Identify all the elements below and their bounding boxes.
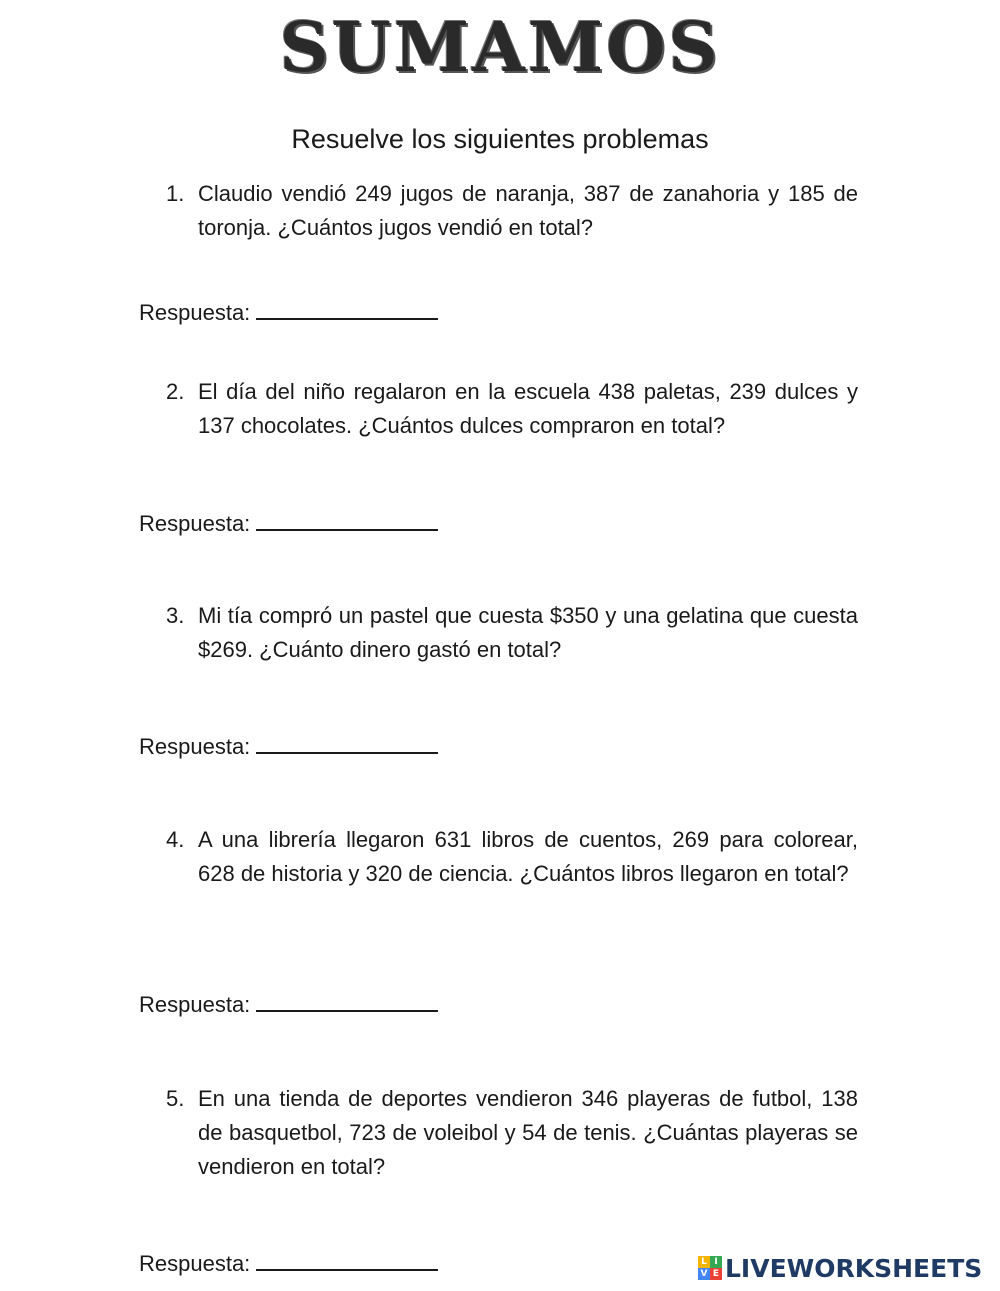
answer-blank-1[interactable] [256, 296, 438, 320]
logo-tile-e: E [710, 1268, 722, 1280]
answer-label: Respuesta: [139, 511, 251, 536]
problem-text: A una librería llegaron 631 libros de cuentos, 269 para colorear, 628 de historia y 320 de ciencia. ¿Cuántos libros llegaron en total? [198, 827, 858, 886]
problem-number: 1. [166, 181, 185, 206]
answer-3 [139, 730, 438, 762]
liveworksheets-icon [698, 1256, 722, 1280]
answer-blank-5[interactable] [256, 1247, 438, 1271]
answer-label: Respuesta: [139, 734, 251, 759]
problem-text: Mi tía compró un pastel que cuesta $350 y una gelatina que cuesta $269. ¿Cuánto dinero gastó en total? [198, 603, 858, 662]
problem-2 [166, 375, 858, 443]
problem-5 [166, 1082, 858, 1184]
problem-number: 5. [166, 1086, 185, 1111]
problem-4 [166, 823, 858, 891]
answer-5 [139, 1247, 438, 1279]
brand-name: LIVEWORKSHEETS [725, 1253, 983, 1283]
worksheet-title: SUMAMOS [279, 8, 721, 88]
problem-1 [166, 177, 858, 245]
answer-blank-4[interactable] [256, 988, 438, 1012]
answer-blank-2[interactable] [256, 507, 438, 531]
problem-text: Claudio vendió 249 jugos de naranja, 387 de zanahoria y 185 de toronja. ¿Cuántos jugos vendió en total? [198, 181, 858, 240]
problem-text: En una tienda de deportes vendieron 346 playeras de futbol, 138 de basquetbol, 723 de voleibol y 54 de tenis. ¿Cuántas playeras se vendieron en total? [198, 1086, 858, 1179]
answer-label: Respuesta: [139, 300, 251, 325]
instructions: Resuelve los siguientes problemas [291, 124, 709, 154]
problem-3 [166, 599, 858, 667]
answer-1 [139, 296, 438, 328]
answer-label: Respuesta: [139, 1251, 251, 1276]
problem-number: 2. [166, 379, 185, 404]
problem-number: 4. [166, 827, 185, 852]
answer-2 [139, 507, 438, 539]
answer-4 [139, 988, 438, 1020]
liveworksheets-logo [698, 1253, 982, 1283]
logo-tile-i: I [710, 1256, 722, 1268]
logo-tile-l: L [698, 1256, 710, 1268]
problem-number: 3. [166, 603, 185, 628]
answer-label: Respuesta: [139, 992, 251, 1017]
answer-blank-3[interactable] [256, 730, 438, 754]
logo-tile-v: V [698, 1268, 710, 1280]
problem-text: El día del niño regalaron en la escuela 438 paletas, 239 dulces y 137 chocolates. ¿Cuántos dulces compraron en total? [198, 379, 858, 438]
